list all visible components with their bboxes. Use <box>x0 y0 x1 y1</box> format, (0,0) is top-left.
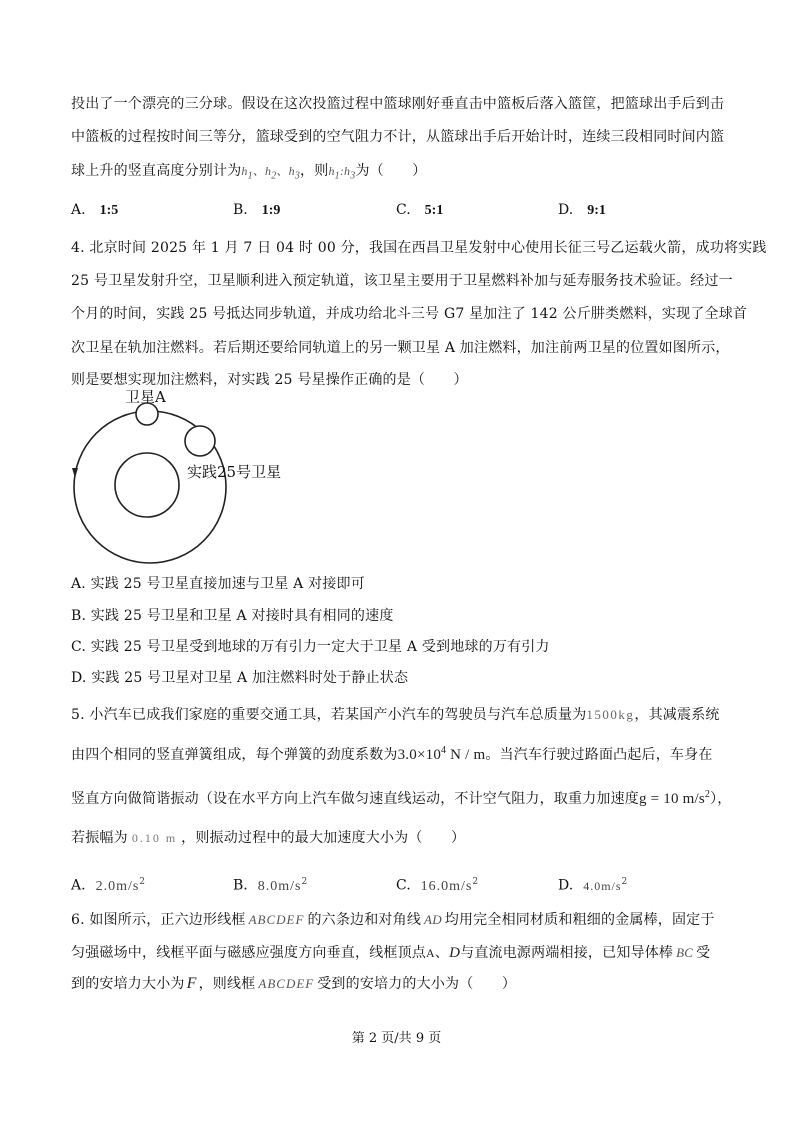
q6-line-3-end: 受到的安培力的大小为（ ） <box>317 976 517 992</box>
q6-line-2-end: 受 <box>696 945 711 961</box>
q4-option-a[interactable]: A. 实践 25 号卫星直接加速与卫星 A 对接即可 <box>71 576 365 592</box>
q3-option-c[interactable]: C. 5:1 <box>396 202 444 218</box>
q3-line-3-text: 球上升的竖直高度分别计为 <box>71 163 242 179</box>
q5-option-a[interactable]: A. $2.0m/s^2$ <box>71 877 146 894</box>
q4-line-1: 4. 北京时间 2025 年 1 月 7 日 04 时 00 分，我国在西昌卫星发射中心使用长征三号乙运载火箭，成功将实践 <box>71 240 767 256</box>
q5-line-4 <box>71 828 465 848</box>
rod-bc: BC <box>676 945 694 960</box>
q3-line-2: 中篮板的过程按时间三等分，篮球受到的空气阻力不计，从篮球出手后开始计时，连续三段相同时间内篮 <box>71 129 725 145</box>
q6-line-2-text: 匀强磁场中，线框平面与磁感应强度方向垂直，线框顶点 <box>71 945 426 961</box>
q6-line-1-text: 6. 如图所示，正六边形线框 <box>71 912 246 928</box>
q6-line-2: 匀强磁场中，线框平面与磁感应强度方向垂直，线框顶点A、D与直流电源两端相接，已知导体棒 BC 受 <box>71 945 711 961</box>
q6-line-1-end: 均用完全相同材质和粗细的金属棒，固定于 <box>444 912 715 928</box>
q6-line-1-mid: 的六条边和对角线 <box>307 912 422 928</box>
q5-line-1 <box>71 705 720 725</box>
ratio-h1-symbol: $h_1$ <box>328 164 340 182</box>
satellite-sj25 <box>185 426 215 456</box>
q3-option-a[interactable]: A. 1:5 <box>71 202 119 218</box>
q4-option-d[interactable]: D. 实践 25 号卫星对卫星 A 加注燃料时处于静止状态 <box>71 670 409 686</box>
q4-option-b[interactable]: B. 实践 25 号卫星和卫星 A 对接时具有相同的速度 <box>71 608 394 624</box>
q5-line-2 <box>71 741 713 765</box>
q4-option-c[interactable]: C. 实践 25 号卫星受到地球的万有引力一定大于卫星 A 受到地球的万有引力 <box>71 639 550 655</box>
q3-line-3: 球上升的竖直高度分别计为$h_1$、$h_2$、$h_3$，则$h_1:h_3$为（ ） <box>71 163 427 182</box>
q6-line-3-mid: ，则线框 <box>198 976 256 992</box>
orbit-direction-arrow <box>72 468 78 478</box>
q3-option-b[interactable]: B. 1:9 <box>233 202 281 218</box>
spring-constant: $3.0\times 10^4$ N / m <box>397 745 486 763</box>
hexagon-name-2: ABCDEF <box>258 976 315 991</box>
q3-line-1: 投出了一个漂亮的三分球。假设在这次投篮过程中篮球刚好垂直击中篮板后落入篮筐，把篮球出手后到击 <box>71 96 725 112</box>
mass-value: 1500kg <box>586 707 635 722</box>
h3-symbol: $h_3$ <box>288 164 301 182</box>
q3-then-text: ，则 <box>300 163 329 179</box>
h1-symbol: $h_1$ <box>241 164 253 182</box>
satellite-a <box>136 403 158 425</box>
q4-line-5: 则是要想实现加注燃料，对实践 25 号星操作正确的是（ ） <box>71 372 468 388</box>
q5-line-3-text: 竖直方向做简谐振动（设在水平方向上汽车做匀速直线运动，不计空气阻力，取重力加速度 <box>71 791 639 807</box>
q5-line-3 <box>71 785 732 809</box>
q5-line-2-end: 。当汽车行驶过路面凸起后，车身在 <box>485 747 713 763</box>
label-satellite-a: 卫星A <box>125 388 166 406</box>
page-footer: 第 2 页/共 9 页 <box>351 1031 442 1046</box>
diagonal-name: AD <box>424 912 442 927</box>
vertex-d: D <box>449 945 461 961</box>
q4-line-4: 次卫星在轨加注燃料。若后期还要给同轨道上的另一颗卫星 A 加注燃料，加注前两卫星的位置如图所示， <box>71 340 730 356</box>
q5-option-d[interactable]: D. $4.0m/s^2$ <box>558 877 628 894</box>
h2-symbol: $h_2$ <box>265 164 277 182</box>
ratio-h3-symbol: $h_3$ <box>344 164 356 182</box>
q5-option-c[interactable]: C. $16.0m/s^2$ <box>396 877 479 894</box>
q4-line-3: 个月的时间，实践 25 号抵达同步轨道，并成功给北斗三号 G7 星加注了 142 公斤肼类燃料，实现了全球首 <box>71 306 748 322</box>
q6-line-1 <box>71 910 715 930</box>
q5-line-3-end: ）， <box>710 791 732 807</box>
q3-question-end: 为（ ） <box>355 163 427 179</box>
q6-line-3-text: 到的安培力大小为 <box>71 976 185 992</box>
label-satellite-sj25: 实践25号卫星 <box>187 463 282 481</box>
earth-circle <box>115 453 179 517</box>
hexagon-name: ABCDEF <box>248 912 305 927</box>
q6-line-3 <box>71 974 516 994</box>
q5-line-4-end: ，则振动过程中的最大加速度大小为（ ） <box>181 830 466 846</box>
q5-line-1-end: ，其减震系统 <box>634 707 720 723</box>
vertex-a: A <box>426 946 435 960</box>
gravity-value: g = 10 $m/s^2$ <box>639 789 711 807</box>
orbit-figure <box>70 385 300 570</box>
q5-line-1-text: 5. 小汽车已成我们家庭的重要交通工具，若某国产小汽车的驾驶员与汽车总质量为 <box>71 707 587 723</box>
q5-option-b[interactable]: B. $8.0m/s^2$ <box>233 877 308 894</box>
force-f: F <box>186 975 197 992</box>
q3-option-d[interactable]: D. 9:1 <box>558 202 606 218</box>
q4-line-2: 25 号卫星发射升空，卫星顺利进入预定轨道，该卫星主要用于卫星燃料补加与延寿服务技术验证。经过一 <box>71 273 733 289</box>
q6-line-2-mid: 与直流电源两端相接，已知导体棒 <box>460 945 674 961</box>
amplitude-value: 0.10 m <box>131 831 178 845</box>
q5-line-4-text: 若振幅为 <box>71 830 128 846</box>
q5-line-2-text: 由四个相同的竖直弹簧组成，每个弹簧的劲度系数为 <box>71 747 398 763</box>
